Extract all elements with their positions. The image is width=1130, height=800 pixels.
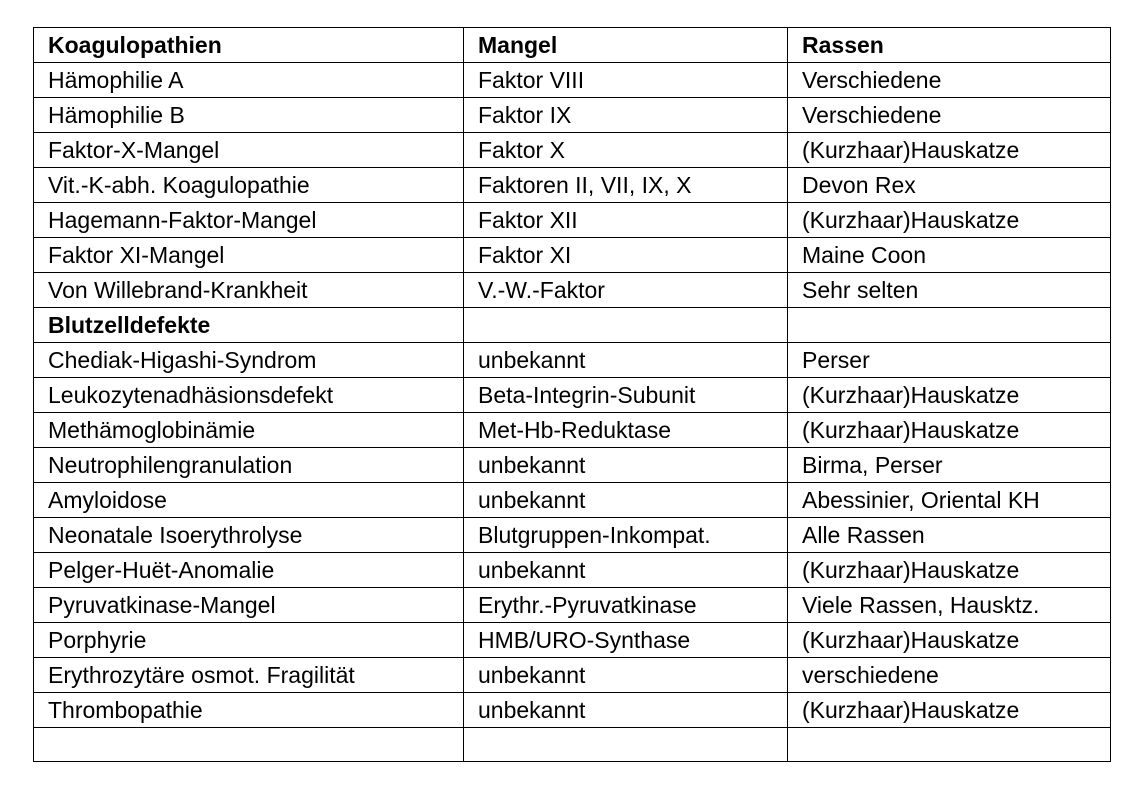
section-header-row [34,308,1111,343]
cell-disease: Erythrozytäre osmot. Fragilität [34,658,464,693]
table-row [34,518,1111,553]
cell-breeds: Sehr selten [788,273,1111,308]
header-koagulopathien: Koagulopathien [34,28,464,63]
cell-breeds: Alle Rassen [788,518,1111,553]
cell-deficiency: Faktor X [464,133,788,168]
table-row [34,238,1111,273]
cell-disease: Methämoglobinämie [34,413,464,448]
cell-deficiency: unbekannt [464,693,788,728]
disease-table [33,27,1111,762]
table-row [34,343,1111,378]
table-row [34,413,1111,448]
cell-deficiency: Faktoren II, VII, IX, X [464,168,788,203]
cell-breeds: (Kurzhaar)Hauskatze [788,623,1111,658]
cell-disease: Neonatale Isoerythrolyse [34,518,464,553]
cell-deficiency: Faktor VIII [464,63,788,98]
cell-deficiency: unbekannt [464,343,788,378]
cell-deficiency: unbekannt [464,553,788,588]
cell-disease: Neutrophilengranulation [34,448,464,483]
cell-deficiency: Faktor IX [464,98,788,133]
cell-deficiency: unbekannt [464,658,788,693]
cell-disease: Chediak-Higashi-Syndrom [34,343,464,378]
table-row [34,168,1111,203]
table-row [34,63,1111,98]
cell-deficiency: Erythr.-Pyruvatkinase [464,588,788,623]
cell-breeds: (Kurzhaar)Hauskatze [788,413,1111,448]
cell-deficiency: Blutgruppen-Inkompat. [464,518,788,553]
table-row [34,658,1111,693]
empty-cell [788,728,1111,762]
section-title-blutzelldefekte: Blutzelldefekte [34,308,464,343]
cell-deficiency: HMB/URO-Synthase [464,623,788,658]
table-row [34,203,1111,238]
cell-disease: Faktor-X-Mangel [34,133,464,168]
cell-breeds: (Kurzhaar)Hauskatze [788,693,1111,728]
cell-disease: Porphyrie [34,623,464,658]
cell-breeds: Verschiedene [788,98,1111,133]
cell-disease: Pelger-Huët-Anomalie [34,553,464,588]
header-mangel: Mangel [464,28,788,63]
cell-disease: Amyloidose [34,483,464,518]
cell-breeds: Devon Rex [788,168,1111,203]
table-row [34,378,1111,413]
table-header-row [34,28,1111,63]
table-row [34,273,1111,308]
cell-disease: Leukozytenadhäsionsdefekt [34,378,464,413]
empty-cell [788,308,1111,343]
table-row [34,483,1111,518]
cell-disease: Thrombopathie [34,693,464,728]
empty-row [34,728,1111,762]
cell-disease: Faktor XI-Mangel [34,238,464,273]
table-row [34,623,1111,658]
cell-deficiency: Met-Hb-Reduktase [464,413,788,448]
cell-deficiency: Beta-Integrin-Subunit [464,378,788,413]
cell-breeds: (Kurzhaar)Hauskatze [788,203,1111,238]
cell-breeds: Viele Rassen, Hausktz. [788,588,1111,623]
cell-deficiency: unbekannt [464,448,788,483]
cell-deficiency: Faktor XII [464,203,788,238]
table-row [34,693,1111,728]
cell-breeds: Birma, Perser [788,448,1111,483]
cell-breeds: Maine Coon [788,238,1111,273]
cell-breeds: Verschiedene [788,63,1111,98]
cell-deficiency: V.-W.-Faktor [464,273,788,308]
cell-breeds: Perser [788,343,1111,378]
table-row [34,133,1111,168]
cell-breeds: verschiedene [788,658,1111,693]
cell-breeds: (Kurzhaar)Hauskatze [788,553,1111,588]
cell-disease: Hagemann-Faktor-Mangel [34,203,464,238]
cell-deficiency: unbekannt [464,483,788,518]
table-row [34,448,1111,483]
table-row [34,553,1111,588]
header-rassen: Rassen [788,28,1111,63]
cell-deficiency: Faktor XI [464,238,788,273]
table-row [34,588,1111,623]
cell-disease: Von Willebrand-Krankheit [34,273,464,308]
empty-cell [464,308,788,343]
cell-disease: Pyruvatkinase-Mangel [34,588,464,623]
cell-disease: Hämophilie B [34,98,464,133]
empty-cell [34,728,464,762]
table-row [34,98,1111,133]
cell-disease: Hämophilie A [34,63,464,98]
cell-breeds: Abessinier, Oriental KH [788,483,1111,518]
cell-disease: Vit.-K-abh. Koagulopathie [34,168,464,203]
cell-breeds: (Kurzhaar)Hauskatze [788,378,1111,413]
empty-cell [464,728,788,762]
cell-breeds: (Kurzhaar)Hauskatze [788,133,1111,168]
